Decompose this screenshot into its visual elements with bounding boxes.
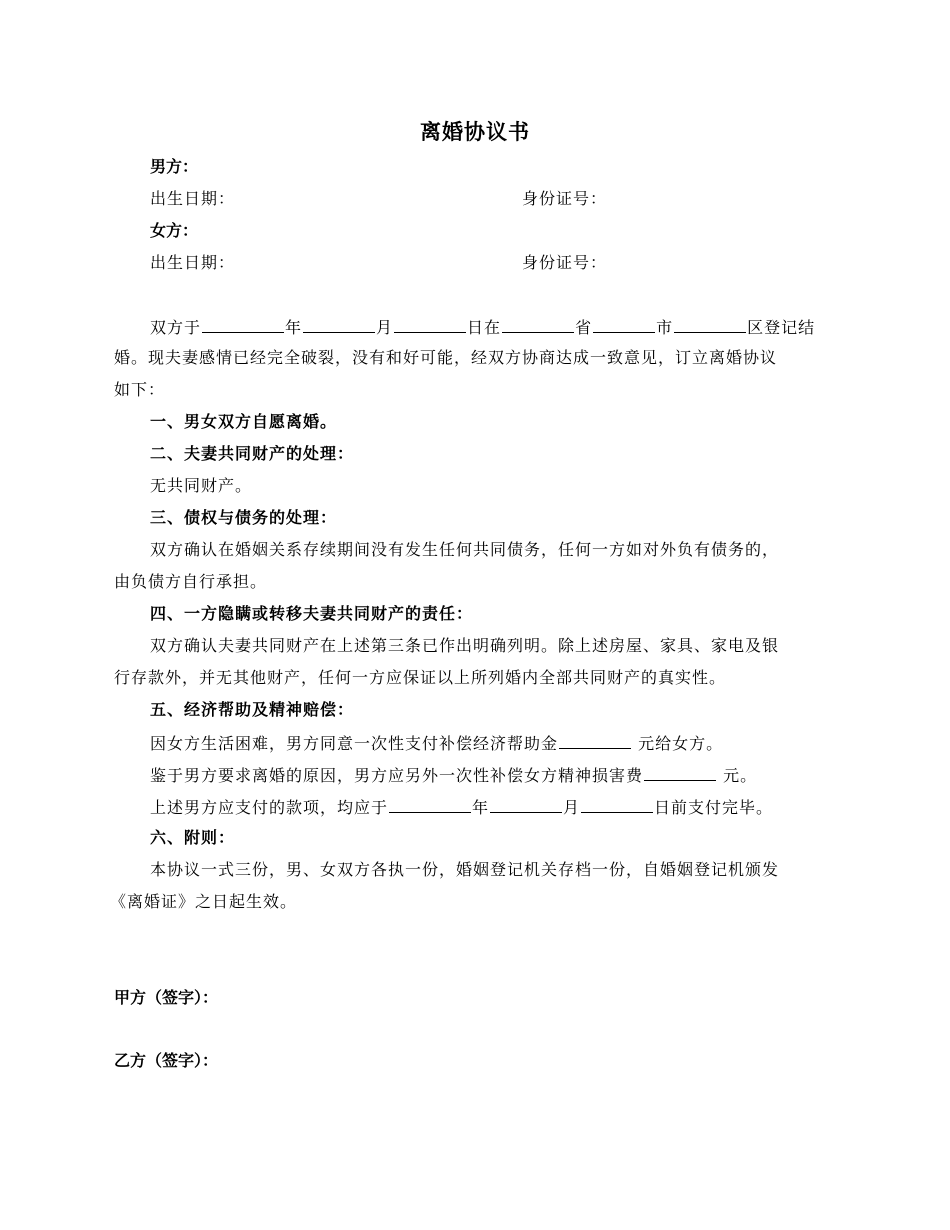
section-5-line-2	[150, 764, 950, 786]
compensation-text: 鉴于男方要求离婚的原因，男方应另外一次性补偿女方精神损害费	[150, 766, 644, 785]
male-birth-label: 出生日期：	[150, 189, 236, 208]
section-5-line-1	[150, 732, 950, 754]
payment-year: 年	[472, 798, 490, 817]
male-label: 男方：	[150, 157, 199, 176]
female-birth-label: 出生日期：	[150, 253, 236, 272]
intro-year: 年	[285, 318, 303, 337]
intro-text: 双方于	[150, 318, 202, 337]
section-5-line-3	[150, 796, 950, 818]
section-1-heading: 一、男女双方自愿离婚。	[150, 412, 338, 431]
payment-text: 上述男方应支付的款项，均应于	[150, 798, 389, 817]
section-4-line-2: 行存款外，并无其他财产，任何一方应保证以上所列婚内全部共同财产的真实性。	[114, 668, 727, 687]
section-2-text: 无共同财产。	[150, 476, 253, 495]
intro-city: 市	[656, 318, 674, 337]
section-5-heading: 五、经济帮助及精神赔偿：	[150, 700, 355, 719]
section-2-heading: 二、夫妻共同财产的处理：	[150, 444, 355, 463]
day-blank	[394, 316, 466, 333]
female-label: 女方：	[150, 221, 199, 240]
month-blank	[303, 316, 375, 333]
signature-party-b: 乙方（签字）：	[114, 1051, 219, 1070]
intro-day: 日在	[467, 318, 502, 337]
section-6-heading: 六、附则：	[150, 828, 236, 847]
compensation-amount-blank	[644, 764, 716, 781]
intro-month: 月	[376, 318, 394, 337]
district-blank	[674, 316, 746, 333]
province-blank	[502, 316, 574, 333]
aid-unit: 元给女方。	[638, 734, 724, 753]
section-3-line-2: 由负债方自行承担。	[114, 572, 268, 591]
intro-line-1	[150, 316, 950, 338]
aid-amount-blank	[559, 732, 631, 749]
year-blank	[202, 316, 284, 333]
section-6-line-2: 《离婚证》之日起生效。	[110, 892, 298, 911]
city-blank	[593, 316, 655, 333]
payment-day: 日前支付完毕。	[654, 798, 774, 817]
payment-day-blank	[581, 796, 653, 813]
payment-month: 月	[563, 798, 581, 817]
signature-party-a: 甲方（签字）：	[114, 988, 219, 1007]
intro-province: 省	[575, 318, 593, 337]
female-id-label: 身份证号：	[522, 253, 608, 272]
page-title: 离婚协议书	[420, 119, 530, 144]
section-6-line-1: 本协议一式三份，男、女双方各执一份，婚姻登记机关存档一份，自婚姻登记机颁发	[150, 860, 780, 879]
section-3-line-1: 双方确认在婚姻关系存续期间没有发生任何共同债务，任何一方如对外负有债务的，	[150, 540, 780, 559]
section-3-heading: 三、债权与债务的处理：	[150, 508, 338, 527]
intro-district: 区登记结	[747, 318, 816, 337]
section-4-heading: 四、一方隐瞒或转移夫妻共同财产的责任：	[150, 604, 474, 623]
male-id-label: 身份证号：	[522, 189, 608, 208]
payment-month-blank	[490, 796, 562, 813]
section-4-line-1: 双方确认夫妻共同财产在上述第三条已作出明确列明。除上述房屋、家具、家电及银	[150, 636, 780, 655]
aid-text: 因女方生活困难，男方同意一次性支付补偿经济帮助金	[150, 734, 559, 753]
intro-line-3: 如下：	[114, 380, 166, 399]
payment-year-blank	[389, 796, 471, 813]
compensation-unit: 元。	[723, 766, 758, 785]
intro-line-2: 婚。现夫妻感情已经完全破裂，没有和好可能，经双方协商达成一致意见，订立离婚协议	[114, 348, 778, 367]
